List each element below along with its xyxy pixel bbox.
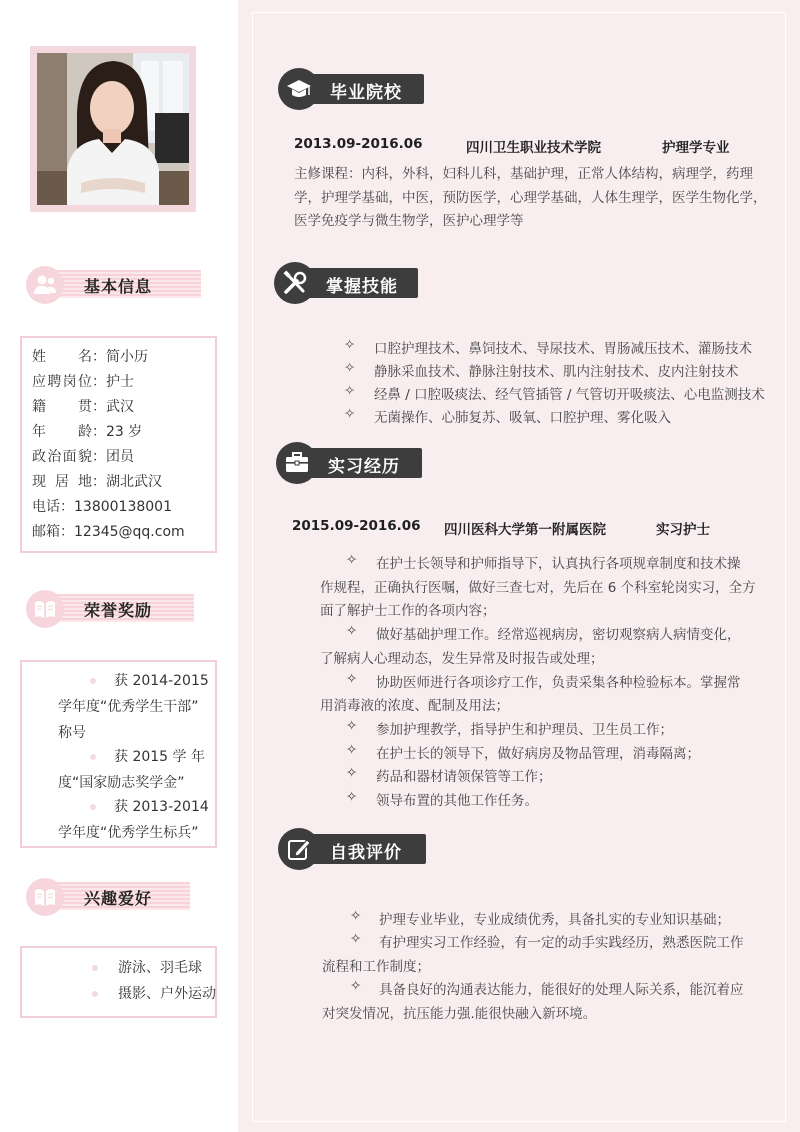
avatar	[37, 53, 189, 205]
honor-line: 度“国家励志奖学金”	[58, 775, 185, 791]
info-phone: 电话：13800138001	[32, 499, 172, 515]
basic-info-header	[26, 266, 201, 306]
honor-line: 学年度“优秀学生干部”	[58, 699, 199, 715]
bullet-icon: ✧	[350, 978, 362, 995]
info-email: 邮箱：12345@qq.com	[32, 524, 185, 540]
hobby-item: 摄影、户外运动	[118, 986, 216, 1002]
right-column	[238, 0, 800, 1132]
hobbies-box	[20, 946, 217, 1018]
bullet-icon: ✧	[346, 717, 358, 734]
bullet-icon: ✧	[350, 908, 362, 924]
photo-frame	[30, 46, 196, 212]
skill-item	[344, 383, 355, 399]
honor-line: 获 2015 学 年	[114, 749, 205, 765]
bullet-icon: ✧	[346, 765, 358, 782]
self-eval-line: 流程和工作制度；	[322, 958, 430, 975]
intern-role: 实习护士	[656, 522, 710, 538]
honor-line: 获 2014-2015	[114, 673, 209, 689]
section-title: 自我评价	[330, 843, 402, 863]
section-title: 荣誉奖励	[84, 601, 153, 620]
skill-item: 静脉采血技术、静脉注射技术、肌内注射技术、皮内注射技术	[374, 364, 739, 380]
skill-item: 无菌操作、心肺复苏、吸氧、口腔护理、雾化吸入	[374, 410, 671, 426]
self-eval-line: 护理专业毕业，专业成绩优秀，具备扎实的专业知识基础；	[379, 912, 730, 928]
skill-item: 口腔护理技术、鼻饲技术、导尿技术、胃肠减压技术、灌肠技术	[374, 341, 752, 357]
internship-line: 作规程，正确执行医嘱，做好三查七对，先后在 6 个科室轮岗实习，全方	[320, 579, 756, 596]
graduation-cap-icon	[278, 68, 320, 110]
intern-period: 2015.09-2016.06	[292, 518, 421, 534]
bullet-icon: ✧	[344, 337, 356, 353]
edu-school: 四川卫生职业技术学院	[466, 140, 601, 156]
internship-line: 在护士长领导和护师指导下，认真执行各项规章制度和技术操	[376, 556, 741, 572]
internship-line: 面了解护士工作的各项内容；	[320, 603, 496, 620]
internship-line: 领导布置的其他工作任务。	[376, 793, 538, 809]
bullet-icon: ✧	[346, 552, 358, 568]
skill-item	[344, 406, 355, 422]
info-politics: 政治面貌：团员	[32, 449, 134, 465]
internship-line: 了解病人心理动态，发生异常及时报告或处理；	[320, 650, 604, 667]
bullet-icon: ✧	[346, 623, 358, 640]
basic-info-box	[20, 336, 217, 553]
info-residence: 现居地：湖北武汉	[32, 474, 162, 490]
internship-line: 药品和器材请领保管等工作；	[376, 769, 552, 786]
hobby-item: 游泳、羽毛球	[118, 960, 202, 976]
section-title: 掌握技能	[326, 277, 398, 297]
honors-box	[20, 660, 217, 848]
skill-item	[344, 360, 355, 376]
edu-course-line: 主修课程：内科，外科，妇科儿科，基础护理，正常人体结构，病理学，药理	[294, 166, 753, 182]
skill-item: 经鼻 / 口腔吸痰法、经气管插管 / 气管切开吸痰法、心电监测技术	[374, 387, 765, 403]
bullet-icon: ✧	[344, 360, 356, 376]
honor-line: 获 2013-2014	[114, 799, 209, 815]
bullet-icon: ✧	[350, 931, 362, 948]
honors-header	[26, 590, 194, 630]
self-eval-line: 对突发情况，抗压能力强.能很快融入新环境。	[322, 1005, 597, 1022]
section-title: 实习经历	[328, 457, 400, 477]
honor-line: 称号	[58, 725, 86, 741]
internship-line: 做好基础护理工作。经常巡视病房，密切观察病人病情变化，	[376, 627, 741, 644]
bullet-icon: ✧	[346, 670, 358, 687]
edit-icon	[278, 828, 320, 870]
info-position: 应聘岗位：护士	[32, 374, 134, 390]
info-name: 姓名：简小历	[32, 349, 148, 365]
section-title: 基本信息	[84, 277, 153, 296]
info-origin: 籍贯：武汉	[32, 399, 134, 415]
tools-icon	[274, 262, 316, 304]
user-group-icon	[26, 266, 64, 304]
bullet-icon: ✧	[346, 789, 358, 805]
book-icon	[26, 878, 64, 916]
section-title: 毕业院校	[330, 83, 402, 103]
honor-line: 学年度“优秀学生标兵”	[58, 825, 199, 841]
bullet-icon: ✧	[344, 383, 356, 399]
intern-hospital: 四川医科大学第一附属医院	[444, 522, 606, 538]
self-eval-line: 具备良好的沟通表达能力，能很好的处理人际关系，能沉着应	[379, 982, 744, 999]
section-title: 兴趣爱好	[84, 889, 153, 908]
edu-course-line: 学，护理学基础，中医，预防医学，心理学基础，人体生理学，医学生物化学，	[294, 190, 767, 206]
self-eval-line: 有护理实习工作经验，有一定的动手实践经历，熟悉医院工作	[379, 935, 744, 952]
hobbies-header	[26, 878, 190, 918]
internship-line: 协助医师进行各项诊疗工作，负责采集各种检验标本。掌握常	[376, 674, 741, 691]
bullet-icon: ✧	[344, 406, 356, 422]
info-age: 年龄：23 岁	[32, 424, 143, 440]
edu-period: 2013.09-2016.06	[294, 136, 423, 152]
bullet-icon: ✧	[346, 741, 358, 758]
edu-major: 护理学专业	[662, 140, 730, 156]
internship-line: 用消毒液的浓度、配制及用法；	[320, 698, 509, 715]
internship-line: 参加护理教学，指导护生和护理员、卫生员工作；	[376, 721, 673, 738]
book-icon	[26, 590, 64, 628]
internship-line: 在护士长的领导下，做好病房及物品管理，消毒隔离；	[376, 745, 700, 762]
left-column	[0, 0, 238, 1132]
skill-item	[344, 337, 355, 353]
edu-course-line: 医学免疫学与微生物学，医护心理学等	[294, 213, 524, 229]
briefcase-icon	[276, 442, 318, 484]
